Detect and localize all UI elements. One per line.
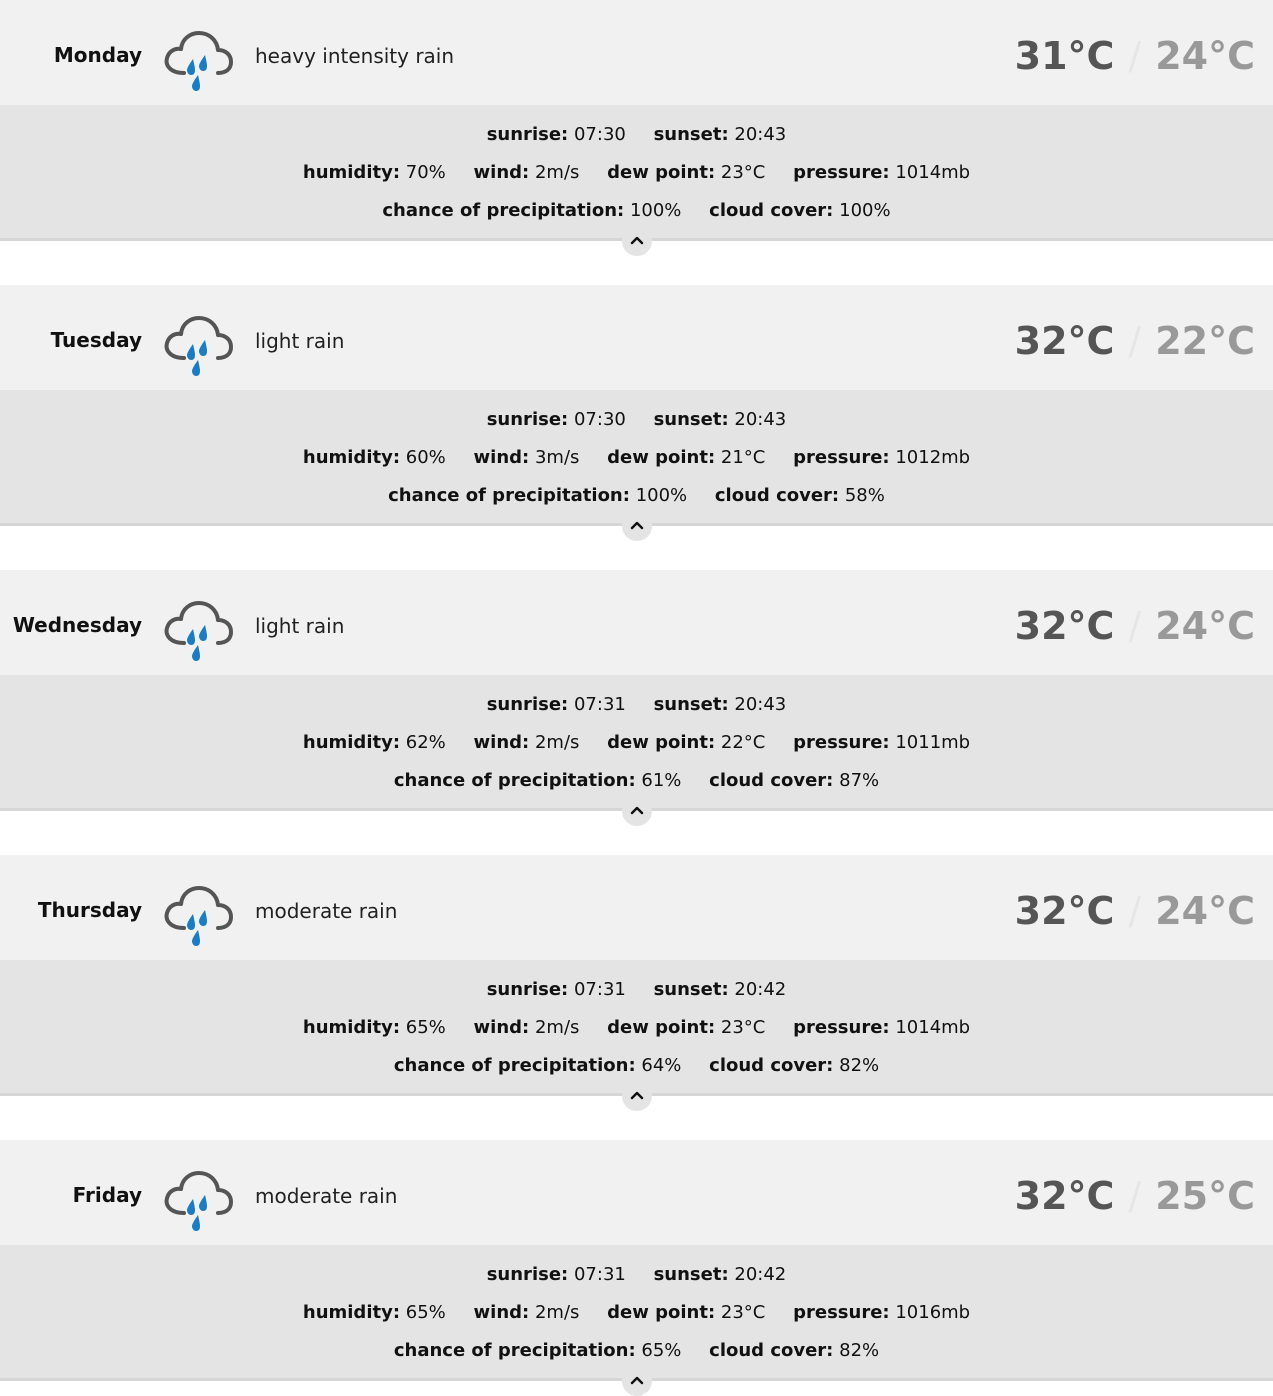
humidity-value: 62% [405,732,446,753]
temp-separator: / [1128,34,1142,78]
wind-label: wind: [473,162,530,183]
dew-point-value: 21°C [720,447,766,468]
wind [474,1017,580,1038]
temp-max: 32°C [1014,889,1115,933]
wind-value: 2m/s [534,1302,580,1323]
sun-times-line [0,409,1273,430]
sunrise [487,124,626,145]
sunrise-value: 07:30 [573,409,626,430]
day-summary-row[interactable] [0,0,1273,105]
temperature-range [1015,1174,1255,1218]
dew-point [607,162,765,183]
cloud-cover [709,770,879,791]
sunrise-value: 07:31 [573,694,626,715]
dew-point-value: 23°C [720,162,766,183]
dew-point [607,1017,765,1038]
pressure-label: pressure: [793,732,890,753]
day-details-panel [0,105,1273,241]
sunset-value: 20:42 [734,979,787,1000]
day-name: Friday [72,1183,142,1207]
temp-min: 25°C [1155,1174,1255,1218]
precipitation-label: chance of precipitation: [393,1340,636,1361]
rain-cloud-icon [162,1167,234,1235]
cloud-cover-label: cloud cover: [709,770,834,791]
rain-cloud-icon [162,597,234,665]
chevron-up-icon [629,1088,645,1102]
temperature-range [1015,604,1255,648]
precipitation-line [0,1340,1273,1361]
sunrise [487,409,626,430]
rain-cloud-icon [162,312,234,380]
humidity [303,732,446,753]
day-name: Wednesday [12,613,142,637]
wind-value: 2m/s [534,732,580,753]
day-name: Tuesday [50,328,142,352]
precipitation [382,200,681,221]
temp-separator: / [1128,604,1142,648]
pressure-value: 1016mb [895,1302,971,1323]
cloud-cover-value: 100% [839,200,891,221]
cloud-cover-value: 58% [844,485,885,506]
precipitation [388,485,687,506]
cloud-cover-label: cloud cover: [709,200,834,221]
rain-cloud-icon [162,27,234,95]
precipitation [394,770,682,791]
wind-label: wind: [473,447,530,468]
wind [474,732,580,753]
sunrise [487,1264,626,1285]
wind [474,1302,580,1323]
weather-description: light rain [255,614,345,638]
precipitation-label: chance of precipitation: [388,485,630,506]
cloud-cover [709,200,890,221]
dew-point-value: 22°C [720,732,766,753]
cloud-cover-label: cloud cover: [709,1340,834,1361]
day-name: Thursday [37,898,142,922]
day-summary-row[interactable] [0,570,1273,675]
pressure-label: pressure: [793,1302,890,1323]
temp-min: 24°C [1155,604,1255,648]
precipitation-value: 64% [641,1055,682,1076]
sunset-value: 20:42 [734,1264,787,1285]
sunrise-label: sunrise: [486,979,569,1000]
sunset [654,124,787,145]
dew-point-label: dew point: [607,162,716,183]
weather-description: moderate rain [255,899,398,923]
day-summary-row[interactable] [0,855,1273,960]
precipitation-line [0,770,1273,791]
collapse-details-button[interactable] [622,1366,652,1396]
cloud-cover-value: 82% [839,1055,880,1076]
cloud-cover-value: 82% [839,1340,880,1361]
temperature-range [1015,319,1255,363]
wind [474,447,580,468]
temp-max: 32°C [1014,1174,1115,1218]
precipitation-line [0,200,1273,221]
temp-max: 31°C [1014,34,1115,78]
precipitation-value: 61% [641,770,682,791]
humidity [303,162,446,183]
pressure-value: 1014mb [895,162,971,183]
temp-min: 24°C [1155,889,1255,933]
pressure [793,1302,970,1323]
humidity-value: 65% [405,1302,446,1323]
sunset-value: 20:43 [734,124,787,145]
sunrise-value: 07:31 [573,979,626,1000]
humidity-value: 70% [405,162,446,183]
pressure [793,732,970,753]
wind-label: wind: [473,732,530,753]
weather-description: heavy intensity rain [255,44,455,68]
wind-value: 2m/s [534,162,580,183]
humidity-label: humidity: [302,447,401,468]
sunset-value: 20:43 [734,409,787,430]
chevron-up-icon [629,1373,645,1387]
precipitation-line [0,1055,1273,1076]
sunrise-label: sunrise: [486,694,569,715]
sun-times-line [0,694,1273,715]
precipitation-line [0,485,1273,506]
cloud-cover-value: 87% [839,770,880,791]
conditions-line [0,162,1273,183]
sunrise [487,979,626,1000]
humidity-value: 65% [405,1017,446,1038]
sunset-label: sunset: [653,409,729,430]
pressure-label: pressure: [793,162,890,183]
humidity [303,1302,446,1323]
conditions-line [0,1017,1273,1038]
humidity [303,447,446,468]
chevron-up-icon [629,518,645,532]
sunset-value: 20:43 [734,694,787,715]
humidity-label: humidity: [302,162,401,183]
conditions-line [0,1302,1273,1323]
pressure [793,162,970,183]
day-details-panel [0,675,1273,811]
collapse-details-button[interactable] [622,511,652,541]
collapse-details-button[interactable] [622,226,652,256]
day-details-panel [0,390,1273,526]
pressure-label: pressure: [793,447,890,468]
humidity-label: humidity: [302,1017,401,1038]
dew-point-label: dew point: [607,1302,716,1323]
sun-times-line [0,124,1273,145]
precipitation-label: chance of precipitation: [393,770,636,791]
day-summary-row[interactable] [0,285,1273,390]
temp-max: 32°C [1014,604,1115,648]
day-summary-row[interactable] [0,1140,1273,1245]
sunrise-label: sunrise: [486,409,569,430]
dew-point-label: dew point: [607,447,716,468]
wind-label: wind: [473,1302,530,1323]
sunrise [487,694,626,715]
wind-value: 2m/s [534,1017,580,1038]
dew-point [607,732,765,753]
pressure [793,1017,970,1038]
temp-min: 22°C [1155,319,1255,363]
dew-point [607,1302,765,1323]
precipitation-value: 65% [641,1340,682,1361]
dew-point [607,447,765,468]
cloud-cover [715,485,885,506]
day-details-panel [0,960,1273,1096]
collapse-details-button[interactable] [622,1081,652,1111]
dew-point-value: 23°C [720,1302,766,1323]
conditions-line [0,447,1273,468]
sunset [654,1264,787,1285]
precipitation-value: 100% [629,200,682,221]
collapse-details-button[interactable] [622,796,652,826]
pressure-value: 1014mb [895,1017,971,1038]
sunset-label: sunset: [653,1264,729,1285]
pressure [793,447,970,468]
dew-point-label: dew point: [607,1017,716,1038]
sun-times-line [0,979,1273,1000]
wind [474,162,580,183]
temp-max: 32°C [1014,319,1115,363]
pressure-label: pressure: [793,1017,890,1038]
temp-separator: / [1128,319,1142,363]
humidity-label: humidity: [302,1302,401,1323]
temp-separator: / [1128,889,1142,933]
sunrise-label: sunrise: [486,1264,569,1285]
dew-point-value: 23°C [720,1017,766,1038]
temperature-range [1015,34,1255,78]
temp-separator: / [1128,1174,1142,1218]
precipitation-label: chance of precipitation: [382,200,625,221]
sunrise-value: 07:30 [573,124,626,145]
cloud-cover-label: cloud cover: [714,485,840,506]
humidity-value: 60% [405,447,446,468]
chevron-up-icon [629,233,645,247]
sunset [654,409,787,430]
precipitation [394,1340,682,1361]
wind-label: wind: [473,1017,530,1038]
cloud-cover-label: cloud cover: [709,1055,834,1076]
chevron-up-icon [629,803,645,817]
sunset [654,694,787,715]
humidity-label: humidity: [302,732,401,753]
temperature-range [1015,889,1255,933]
rain-cloud-icon [162,882,234,950]
pressure-value: 1011mb [895,732,971,753]
day-details-panel [0,1245,1273,1381]
dew-point-label: dew point: [607,732,716,753]
wind-value: 3m/s [534,447,580,468]
cloud-cover [709,1340,879,1361]
pressure-value: 1012mb [895,447,971,468]
day-name: Monday [53,43,142,67]
precipitation [394,1055,682,1076]
conditions-line [0,732,1273,753]
sunset-label: sunset: [653,694,729,715]
humidity [303,1017,446,1038]
sunset [654,979,787,1000]
sun-times-line [0,1264,1273,1285]
precipitation-value: 100% [635,485,688,506]
sunrise-value: 07:31 [573,1264,626,1285]
sunset-label: sunset: [653,979,729,1000]
weather-description: moderate rain [255,1184,398,1208]
sunset-label: sunset: [653,124,729,145]
temp-min: 24°C [1155,34,1255,78]
sunrise-label: sunrise: [486,124,569,145]
cloud-cover [709,1055,879,1076]
weather-description: light rain [255,329,345,353]
precipitation-label: chance of precipitation: [393,1055,636,1076]
